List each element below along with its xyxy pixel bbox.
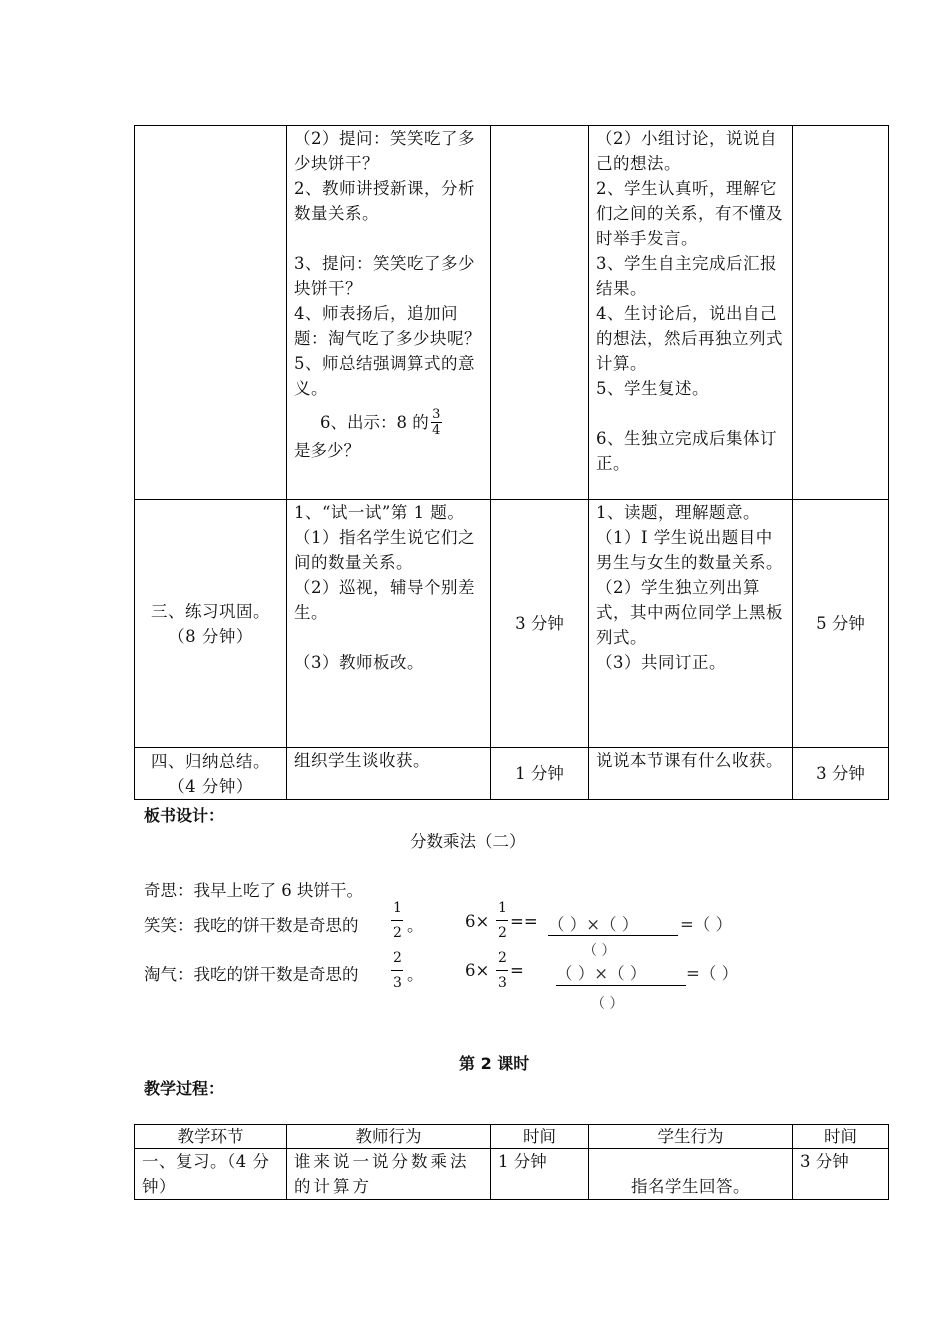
teacher-text: 组织学生谈收获。 [294,751,430,770]
teacher-text: 谁来说一说分数乘法的计算方 [294,1152,470,1196]
numerator-blank: （ ）×（ ） [548,915,639,934]
lesson2-title: 第 2 课时 [459,1054,530,1073]
time-cell-empty [491,126,589,500]
student-cell [589,126,793,500]
denominator-blank: （ ） [583,943,616,959]
teacher-q6 [294,407,483,438]
lesson-table-2 [134,1124,889,1200]
time-cell: 1 分钟 [491,1149,589,1200]
teacher-cell [287,1149,491,1200]
teacher-text: （2）提问：笑笑吃了多少块饼干？ 2、教师讲授新课，分析数量关系。 3、提问：笑笑吃了多少块饼干？ 4、师表扬后，追加问题：淘气吃了多少块呢？ 5、师总结强调算式的意义。 [294,129,481,398]
frac-num: 1 [498,900,507,916]
table-row [135,500,889,748]
lesson-table-1 [134,125,889,800]
board-heading: 板书设计： [144,806,225,825]
time-cell: 3 分钟 [793,748,889,800]
time-cell: 5 分钟 [793,500,889,748]
teacher-text: 1、“试一试”第 1 题。 （1）指名学生说它们之间的数量关系。 （2）巡视，辅导个别差生。 （3）教师板改。 [294,503,475,672]
student-text: （2）小组讨论，说说自己的想法。 2、学生认真听，理解它们之间的关系，有不懂及时举手发言。 3、学生自主完成后汇报结果。 4、生讨论后，说出自己的想法，然后再独立列式计算。 5、学生复述。 6、生独立完成后集体订正。 [596,129,783,473]
stage-cell [135,500,287,748]
time-cell-empty [793,126,889,500]
teacher-cell [287,500,491,748]
frac-den: 3 [498,975,507,991]
board-line-xiaoxiao: 笑笑：我吃的饼干数是奇思的 [144,916,359,935]
frac-den: 2 [393,925,402,941]
result-blank: =（ ） [680,915,733,934]
stage-cell [135,1149,287,1200]
frac-num: 1 [393,900,402,916]
student-cell [589,500,793,748]
eq-prefix: 6× [465,912,490,931]
process-heading: 教学过程： [144,1079,225,1098]
fraction-line [548,935,678,936]
student-cell [589,748,793,800]
time-cell: 1 分钟 [491,748,589,800]
teacher-q6-prefix: 6、出示：8 的 [320,413,429,432]
stage-cell [135,748,287,800]
board-line-taoqi: 淘气：我吃的饼干数是奇思的 [144,965,359,984]
numerator-blank: （ ）×（ ） [556,964,647,983]
student-text: 1、读题，理解题意。 （1）I 学生说出题目中男生与女生的数量关系。 （2）学生独立列出算式，其中两位同学上黑板列式。 （3）共同订正。 [596,503,783,672]
frac-bar [496,920,508,921]
table-row [135,126,889,500]
frac-bar [496,970,508,971]
frac-den: 4 [432,423,441,438]
frac-bar [391,920,403,921]
stage-cell-empty [135,126,287,500]
eq-sign: == [510,912,538,931]
denominator-blank: （ ） [591,996,624,1012]
header-time: 时间 [491,1125,589,1149]
frac-num: 2 [393,950,402,966]
period: 。 [407,916,424,935]
board-title: 分数乘法（二） [410,832,526,851]
eq-prefix: 6× [465,961,490,980]
frac-bar [391,970,403,971]
stage-text: 三、练习巩固。（8 分钟） [151,601,270,646]
header-teacher: 教师行为 [287,1125,491,1149]
period: 。 [407,965,424,984]
table-header-row [135,1125,889,1149]
result-blank: =（ ） [686,964,739,983]
student-text: 说说本节课有什么收获。 [596,751,783,770]
student-text: 指名学生回答。 [631,1177,750,1196]
frac-num: 2 [498,950,507,966]
board-line-qisi: 奇思：我早上吃了 6 块饼干。 [144,881,363,900]
frac-den: 2 [498,925,507,941]
teacher-cell [287,126,491,500]
frac-num: 3 [432,407,441,422]
stage-text: 四、归纳总结。（4 分钟） [151,751,270,796]
teacher-cell [287,748,491,800]
fraction-three-quarters [431,407,442,438]
student-cell [589,1149,793,1200]
time-cell: 3 分钟 [491,500,589,748]
teacher-q6-suffix: 是多少？ [294,441,360,460]
stage-text: 一、复习。（4 分钟） [142,1152,270,1196]
frac-den: 3 [393,975,402,991]
header-time: 时间 [793,1125,889,1149]
time-cell: 3 分钟 [793,1149,889,1200]
table-row [135,748,889,800]
eq-sign: = [510,961,524,980]
header-student: 学生行为 [589,1125,793,1149]
header-stage: 教学环节 [135,1125,287,1149]
table-row [135,1149,889,1200]
fraction-line [556,985,686,986]
